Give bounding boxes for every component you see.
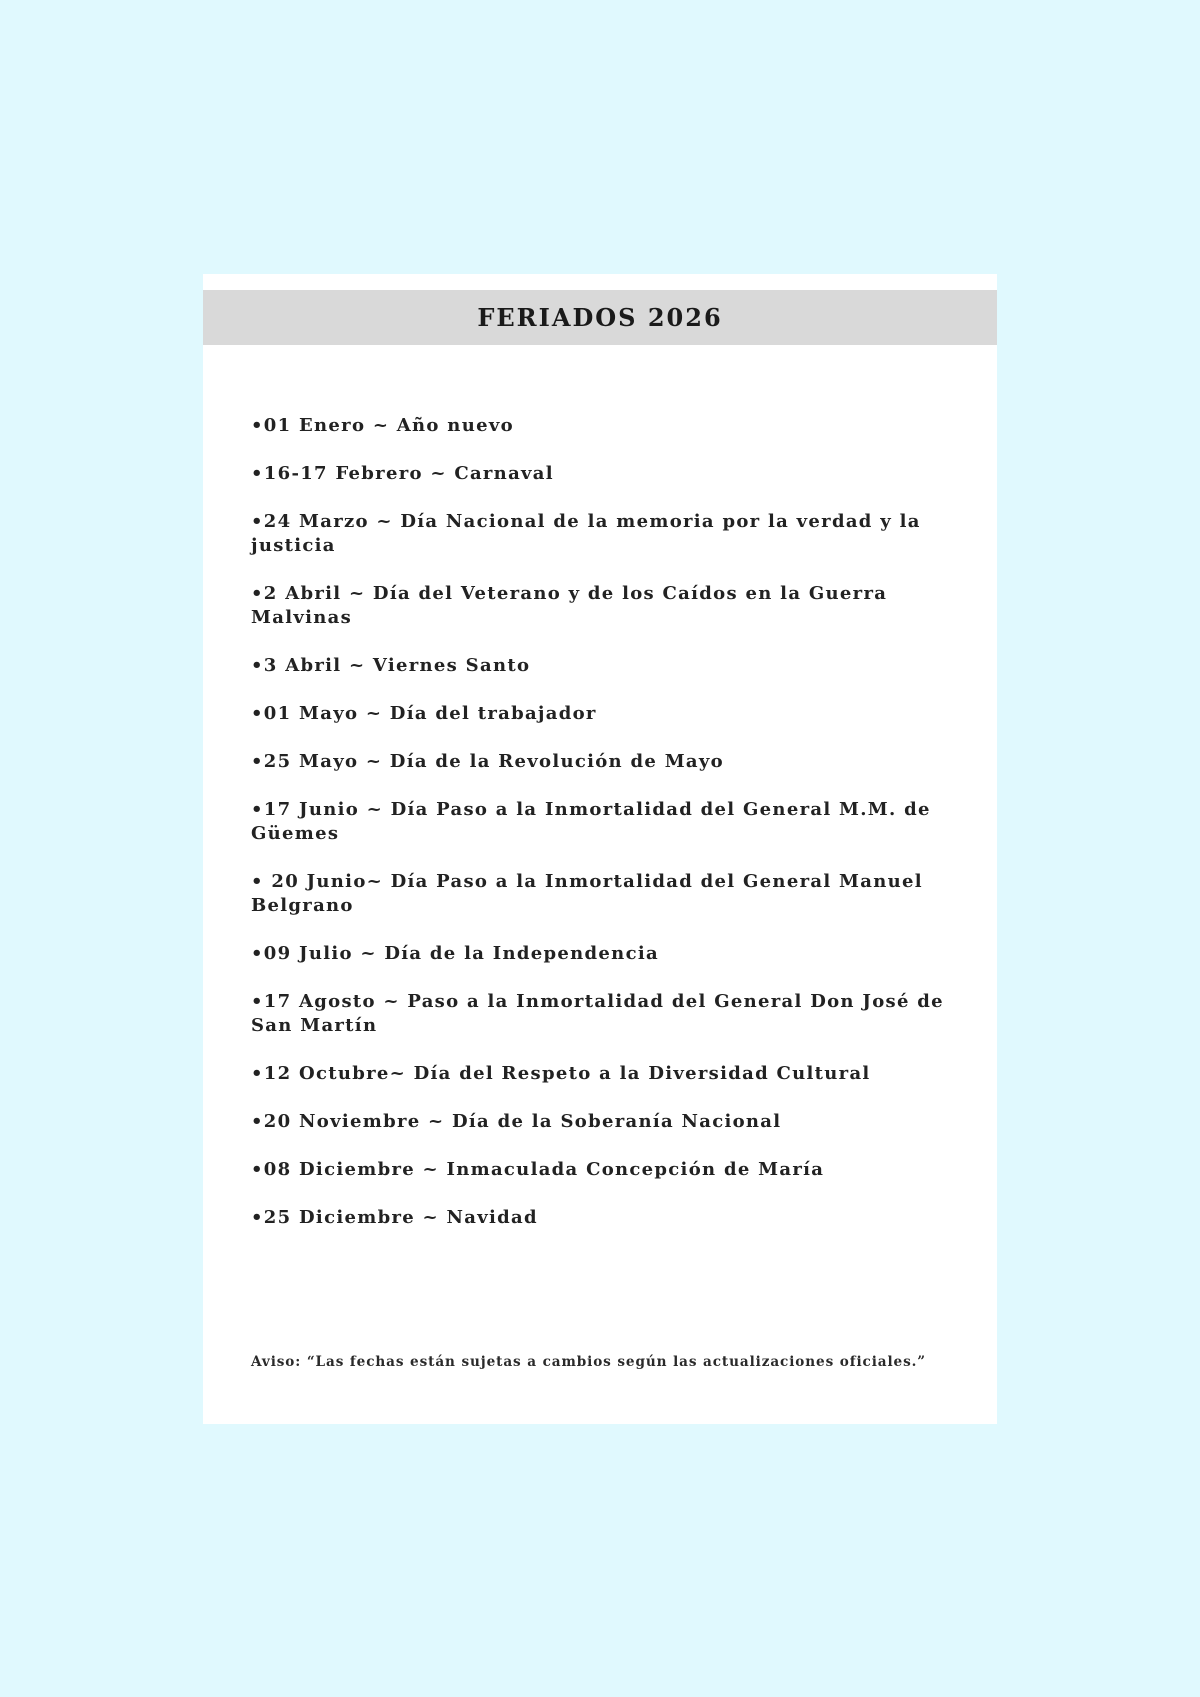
title-bar: [203, 290, 997, 345]
holiday-item-viernes-santo: •3 Abril ~ Viernes Santo: [251, 655, 531, 676]
holiday-item-independencia: •09 Julio ~ Día de la Independencia: [251, 943, 659, 964]
page-title: FERIADOS 2026: [477, 303, 723, 332]
holiday-list: [251, 414, 957, 1254]
holiday-item-guemes: •17 Junio ~ Día Paso a la Inmortalidad del General M.M. de Güemes: [251, 799, 931, 844]
holiday-item-carnaval: •16-17 Febrero ~ Carnaval: [251, 463, 554, 484]
holiday-item-malvinas: •2 Abril ~ Día del Veterano y de los Caídos en la Guerra Malvinas: [251, 583, 888, 628]
holiday-item-san-martin: •17 Agosto ~ Paso a la Inmortalidad del General Don José de San Martín: [251, 991, 944, 1036]
holiday-item-inmaculada: •08 Diciembre ~ Inmaculada Concepción de María: [251, 1159, 825, 1180]
holiday-item-revolucion-mayo: •25 Mayo ~ Día de la Revolución de Mayo: [251, 751, 724, 772]
holiday-item-diversidad-cultural: •12 Octubre~ Día del Respeto a la Diversidad Cultural: [251, 1063, 871, 1084]
notice-text: Aviso: “Las fechas están sujetas a cambios según las actualizaciones oficiales.”: [251, 1354, 927, 1370]
holiday-item-trabajador: •01 Mayo ~ Día del trabajador: [251, 703, 597, 724]
holiday-item-enero: •01 Enero ~ Año nuevo: [251, 415, 514, 436]
holiday-card: [203, 274, 997, 1424]
holiday-item-memoria: •24 Marzo ~ Día Nacional de la memoria por la verdad y la justicia: [251, 511, 921, 556]
holiday-item-navidad: •25 Diciembre ~ Navidad: [251, 1207, 538, 1228]
holiday-item-belgrano: • 20 Junio~ Día Paso a la Inmortalidad del General Manuel Belgrano: [251, 871, 923, 916]
holiday-item-soberania: •20 Noviembre ~ Día de la Soberanía Nacional: [251, 1111, 782, 1132]
